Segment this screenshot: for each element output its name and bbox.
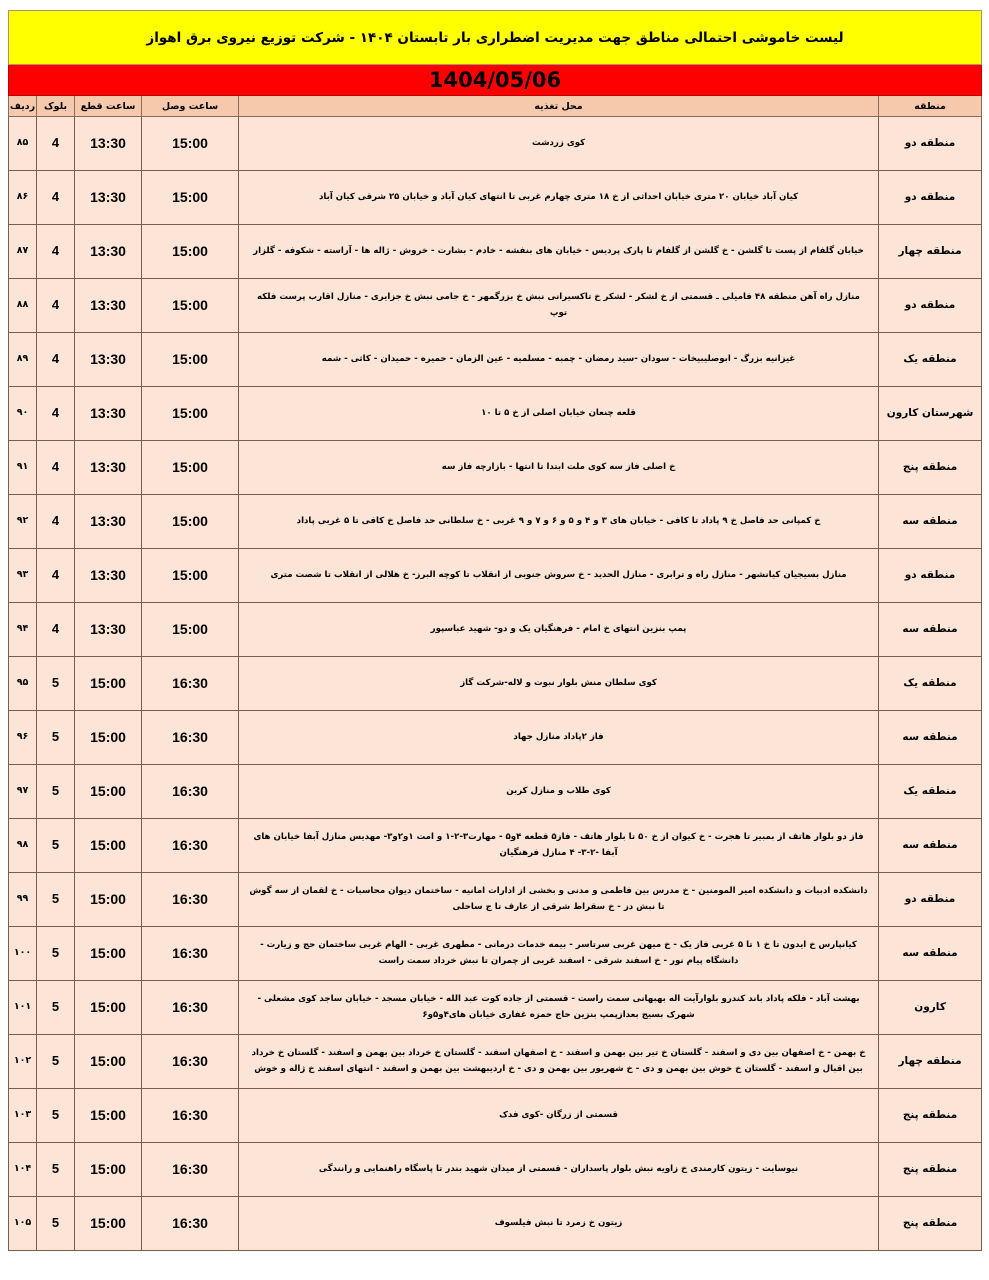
- row-block: 4: [37, 279, 75, 333]
- table-body: [9, 117, 982, 1251]
- row-connect-time: 16:30: [142, 819, 239, 873]
- row-block: 5: [37, 765, 75, 819]
- row-place: قسمتی از زرگان -کوی فدک: [239, 1089, 879, 1143]
- row-block: 4: [37, 549, 75, 603]
- row-connect-time: 16:30: [142, 1089, 239, 1143]
- schedule-date: 1404/05/06: [9, 65, 982, 96]
- row-cut-time: 15:00: [75, 657, 142, 711]
- row-region: منطقه دو: [879, 279, 982, 333]
- row-place: خ اصلی فاز سه کوی ملت ابتدا تا انتها - بازارچه فاز سه: [239, 441, 879, 495]
- row-place: خ کمپانی حد فاصل خ ۹ پاداد تا کافی - خیابان های ۳ و ۴ و ۵ و ۶ و ۷ و ۹ غربی - خ سلطانی حد فاصل خ کافی تا ۵ غربی پاداد: [239, 495, 879, 549]
- table-row: [9, 117, 982, 171]
- table-row: [9, 279, 982, 333]
- row-place: خیابان گلفام از پست تا گلشن - خ گلشن از گلفام تا پارک پردیس - خیابان های بنفشه - خادم - بشارت - خروش - ژاله ها - آراسته - شکوفه - گلزار: [239, 225, 879, 279]
- row-connect-time: 15:00: [142, 279, 239, 333]
- row-cut-time: 13:30: [75, 387, 142, 441]
- table-row: [9, 495, 982, 549]
- row-cut-time: 15:00: [75, 1197, 142, 1251]
- row-cut-time: 15:00: [75, 1143, 142, 1197]
- row-number: ۱۰۱: [9, 981, 37, 1035]
- table-row: [9, 1089, 982, 1143]
- row-cut-time: 13:30: [75, 441, 142, 495]
- row-region: منطقه دو: [879, 117, 982, 171]
- row-cut-time: 15:00: [75, 873, 142, 927]
- page-title: لیست خاموشی احتمالی مناطق جهت مدیریت اضطراری بار تابستان ۱۴۰۴ - شرکت توزیع نیروی برق اهواز: [9, 11, 982, 65]
- row-place: نیوسایت - زیتون کارمندی خ زاویه نبش بلوار پاسداران - قسمتی از میدان شهید بندر تا پاسگاه راهنمایی و رانندگی: [239, 1143, 879, 1197]
- table-row: [9, 657, 982, 711]
- row-place: پمپ بنزین انتهای خ امام - فرهنگیان یک و دو- شهید عباسپور: [239, 603, 879, 657]
- row-region: منطقه سه: [879, 711, 982, 765]
- row-number: ۱۰۴: [9, 1143, 37, 1197]
- table-row: [9, 873, 982, 927]
- row-place: فاز ۲پاداد منازل جهاد: [239, 711, 879, 765]
- column-header-row: [9, 96, 982, 117]
- row-block: 5: [37, 1143, 75, 1197]
- row-place: خ بهمن - خ اصفهان بین دی و اسفند - گلستان خ تیر بین بهمن و اسفند - خ اصفهان اسفند - گلستان خ خرداد بین بهمن و اسفند - گلستان خ خرداد بین اقبال و اسفند - گلستان خ خوش بین بهمن و دی - خ شهریور بین بهمن و دی - خ اردیبهشت بین بهمن و اسفند - انتهای اسفند خ ژاله و خوش: [239, 1035, 879, 1089]
- row-block: 4: [37, 117, 75, 171]
- title-row: [9, 11, 982, 65]
- row-number: ۹۲: [9, 495, 37, 549]
- row-region: منطقه سه: [879, 819, 982, 873]
- row-region: منطقه پنج: [879, 1089, 982, 1143]
- table-row: [9, 981, 982, 1035]
- row-block: 5: [37, 873, 75, 927]
- row-region: منطقه یک: [879, 657, 982, 711]
- row-number: ۸۸: [9, 279, 37, 333]
- column-header-place: محل تغذیه: [239, 96, 879, 117]
- table-row: [9, 549, 982, 603]
- row-place: کوی سلطان منش بلوار نبوت و لاله-شرکت گاز: [239, 657, 879, 711]
- row-place: زیتون خ زمرد تا نبش فیلسوف: [239, 1197, 879, 1251]
- row-cut-time: 13:30: [75, 549, 142, 603]
- row-number: ۹۸: [9, 819, 37, 873]
- table-row: [9, 819, 982, 873]
- row-number: ۸۵: [9, 117, 37, 171]
- row-block: 4: [37, 603, 75, 657]
- row-number: ۹۳: [9, 549, 37, 603]
- row-connect-time: 16:30: [142, 927, 239, 981]
- row-block: 5: [37, 1035, 75, 1089]
- row-connect-time: 15:00: [142, 225, 239, 279]
- row-block: 5: [37, 927, 75, 981]
- table-row: [9, 441, 982, 495]
- row-connect-time: 16:30: [142, 711, 239, 765]
- row-region: کارون: [879, 981, 982, 1035]
- row-number: ۱۰۲: [9, 1035, 37, 1089]
- row-cut-time: 15:00: [75, 819, 142, 873]
- row-block: 4: [37, 441, 75, 495]
- column-header-region: منطقه: [879, 96, 982, 117]
- row-cut-time: 13:30: [75, 279, 142, 333]
- row-number: ۱۰۰: [9, 927, 37, 981]
- row-block: 5: [37, 711, 75, 765]
- row-number: ۸۶: [9, 171, 37, 225]
- row-cut-time: 15:00: [75, 981, 142, 1035]
- row-region: منطقه دو: [879, 549, 982, 603]
- row-block: 4: [37, 387, 75, 441]
- row-place: کیانپارس خ ایدون تا خ ۱ تا ۵ غربی فاز یک - خ میهن غربی سرتاسر - بیمه خدمات درمانی - مطهری غربی - الهام غربی ساختمان حج و زیارت - دانشگاه پیام نور - خ اسفند شرقی - اسفند غربی از چمران تا نبش خرداد سمت راست: [239, 927, 879, 981]
- row-connect-time: 15:00: [142, 333, 239, 387]
- row-place: منازل بسیجیان کیانشهر - منازل راه و ترابری - منازل الحدید - خ سروش جنوبی از انقلاب تا کوچه البرز- خ هلالی از انقلاب تا شصت متری: [239, 549, 879, 603]
- row-region: منطقه چهار: [879, 225, 982, 279]
- row-number: ۹۶: [9, 711, 37, 765]
- row-cut-time: 13:30: [75, 225, 142, 279]
- row-region: منطقه سه: [879, 495, 982, 549]
- row-connect-time: 15:00: [142, 387, 239, 441]
- row-region: شهرستان کارون: [879, 387, 982, 441]
- row-number: ۱۰۵: [9, 1197, 37, 1251]
- row-number: ۹۰: [9, 387, 37, 441]
- row-connect-time: 15:00: [142, 549, 239, 603]
- row-place: فاز دو بلوار هاتف از بمبیر تا هجرت - خ کیوان از خ ۵۰ تا بلوار هاتف - فاز۵ قطعه ۴و۵ - مهارت۳-۲-۱ و امت ۱و۲و۳- مهدیس منازل آبفا خیابان های آبفا -۲-۳- ۴ منازل فرهنگیان: [239, 819, 879, 873]
- table-row: [9, 171, 982, 225]
- row-connect-time: 15:00: [142, 171, 239, 225]
- row-cut-time: 13:30: [75, 333, 142, 387]
- row-connect-time: 16:30: [142, 657, 239, 711]
- row-block: 4: [37, 225, 75, 279]
- row-region: منطقه سه: [879, 927, 982, 981]
- row-connect-time: 16:30: [142, 1143, 239, 1197]
- table-row: [9, 711, 982, 765]
- row-region: منطقه پنج: [879, 1197, 982, 1251]
- row-number: ۹۴: [9, 603, 37, 657]
- table-row: [9, 225, 982, 279]
- row-block: 5: [37, 819, 75, 873]
- table-row: [9, 1197, 982, 1251]
- column-header-row: ردیف: [9, 96, 37, 117]
- column-header-connect-time: ساعت وصل: [142, 96, 239, 117]
- row-number: ۹۷: [9, 765, 37, 819]
- column-header-block: بلوک: [37, 96, 75, 117]
- row-connect-time: 16:30: [142, 1197, 239, 1251]
- row-cut-time: 15:00: [75, 711, 142, 765]
- column-header-cut-time: ساعت قطع: [75, 96, 142, 117]
- row-region: منطقه یک: [879, 765, 982, 819]
- row-block: 4: [37, 171, 75, 225]
- row-place: غیزانیه بزرگ - ابوصلیبیخات - سودان -سید رمضان - چمبه - مسلمیه - عین الزمان - حمیره - حمیدان - کاثی - شمه: [239, 333, 879, 387]
- row-place: منازل راه آهن منطقه ۴۸ فامیلی ـ قسمتی از خ لشکر - لشکر خ تاکسیرانی نبش خ بزرگمهر - خ جامی نبش خ جزایری - منازل اقارب پرست فلکه توپ: [239, 279, 879, 333]
- outage-schedule-table: [8, 10, 982, 1251]
- row-connect-time: 16:30: [142, 873, 239, 927]
- table-row: [9, 765, 982, 819]
- row-cut-time: 15:00: [75, 1089, 142, 1143]
- row-number: ۸۹: [9, 333, 37, 387]
- row-cut-time: 15:00: [75, 927, 142, 981]
- row-region: منطقه پنج: [879, 441, 982, 495]
- row-place: کوی زردشت: [239, 117, 879, 171]
- row-connect-time: 15:00: [142, 603, 239, 657]
- row-block: 4: [37, 495, 75, 549]
- row-connect-time: 16:30: [142, 981, 239, 1035]
- date-row: [9, 65, 982, 96]
- row-cut-time: 15:00: [75, 1035, 142, 1089]
- row-place: بهشت آباد - فلکه پاداد باند کندرو بلوارآیت اله بهبهانی سمت راست - قسمتی از جاده کوت عبد الله - خیابان مسجد - خیابان ساجد کوی مشعلی - شهرک بسیج بعدازپمپ بنزین حاج حمزه غفاری خیابان های۴و۵و۶: [239, 981, 879, 1035]
- row-connect-time: 15:00: [142, 441, 239, 495]
- row-place: کوی طلاب و منازل کربن: [239, 765, 879, 819]
- row-region: منطقه دو: [879, 171, 982, 225]
- row-cut-time: 13:30: [75, 171, 142, 225]
- table-header: [9, 11, 982, 117]
- row-place: قلعه چنعان خیابان اصلی از خ ۵ تا ۱۰: [239, 387, 879, 441]
- row-connect-time: 16:30: [142, 1035, 239, 1089]
- row-cut-time: 13:30: [75, 495, 142, 549]
- table-row: [9, 1035, 982, 1089]
- row-block: 5: [37, 657, 75, 711]
- row-region: منطقه دو: [879, 873, 982, 927]
- table-row: [9, 603, 982, 657]
- row-region: منطقه سه: [879, 603, 982, 657]
- row-region: منطقه پنج: [879, 1143, 982, 1197]
- row-place: کیان آباد خیابان ۲۰ متری خیابان احداثی از خ ۱۸ متری چهارم غربی تا انتهای کیان آباد و خیابان ۲۵ شرقی کیان آباد: [239, 171, 879, 225]
- row-block: 4: [37, 333, 75, 387]
- row-place: دانشکده ادبیات و دانشکده امیر المومنین - خ مدرس بین فاطمی و مدنی و بخشی از ادارات امانیه - ساختمان دیوان محاسبات - خ لقمان از سه گوش تا نبش دز - خ سقراط شرقی از عارف تا ج ساحلی: [239, 873, 879, 927]
- table-row: [9, 387, 982, 441]
- row-cut-time: 13:30: [75, 117, 142, 171]
- row-block: 5: [37, 981, 75, 1035]
- table-row: [9, 927, 982, 981]
- row-number: ۹۹: [9, 873, 37, 927]
- row-connect-time: 16:30: [142, 765, 239, 819]
- row-number: ۸۷: [9, 225, 37, 279]
- row-number: ۱۰۳: [9, 1089, 37, 1143]
- row-cut-time: 15:00: [75, 765, 142, 819]
- row-connect-time: 15:00: [142, 495, 239, 549]
- row-number: ۹۵: [9, 657, 37, 711]
- row-connect-time: 15:00: [142, 117, 239, 171]
- row-block: 5: [37, 1089, 75, 1143]
- row-number: ۹۱: [9, 441, 37, 495]
- table-row: [9, 333, 982, 387]
- row-cut-time: 13:30: [75, 603, 142, 657]
- row-region: منطقه یک: [879, 333, 982, 387]
- row-region: منطقه چهار: [879, 1035, 982, 1089]
- row-block: 5: [37, 1197, 75, 1251]
- table-row: [9, 1143, 982, 1197]
